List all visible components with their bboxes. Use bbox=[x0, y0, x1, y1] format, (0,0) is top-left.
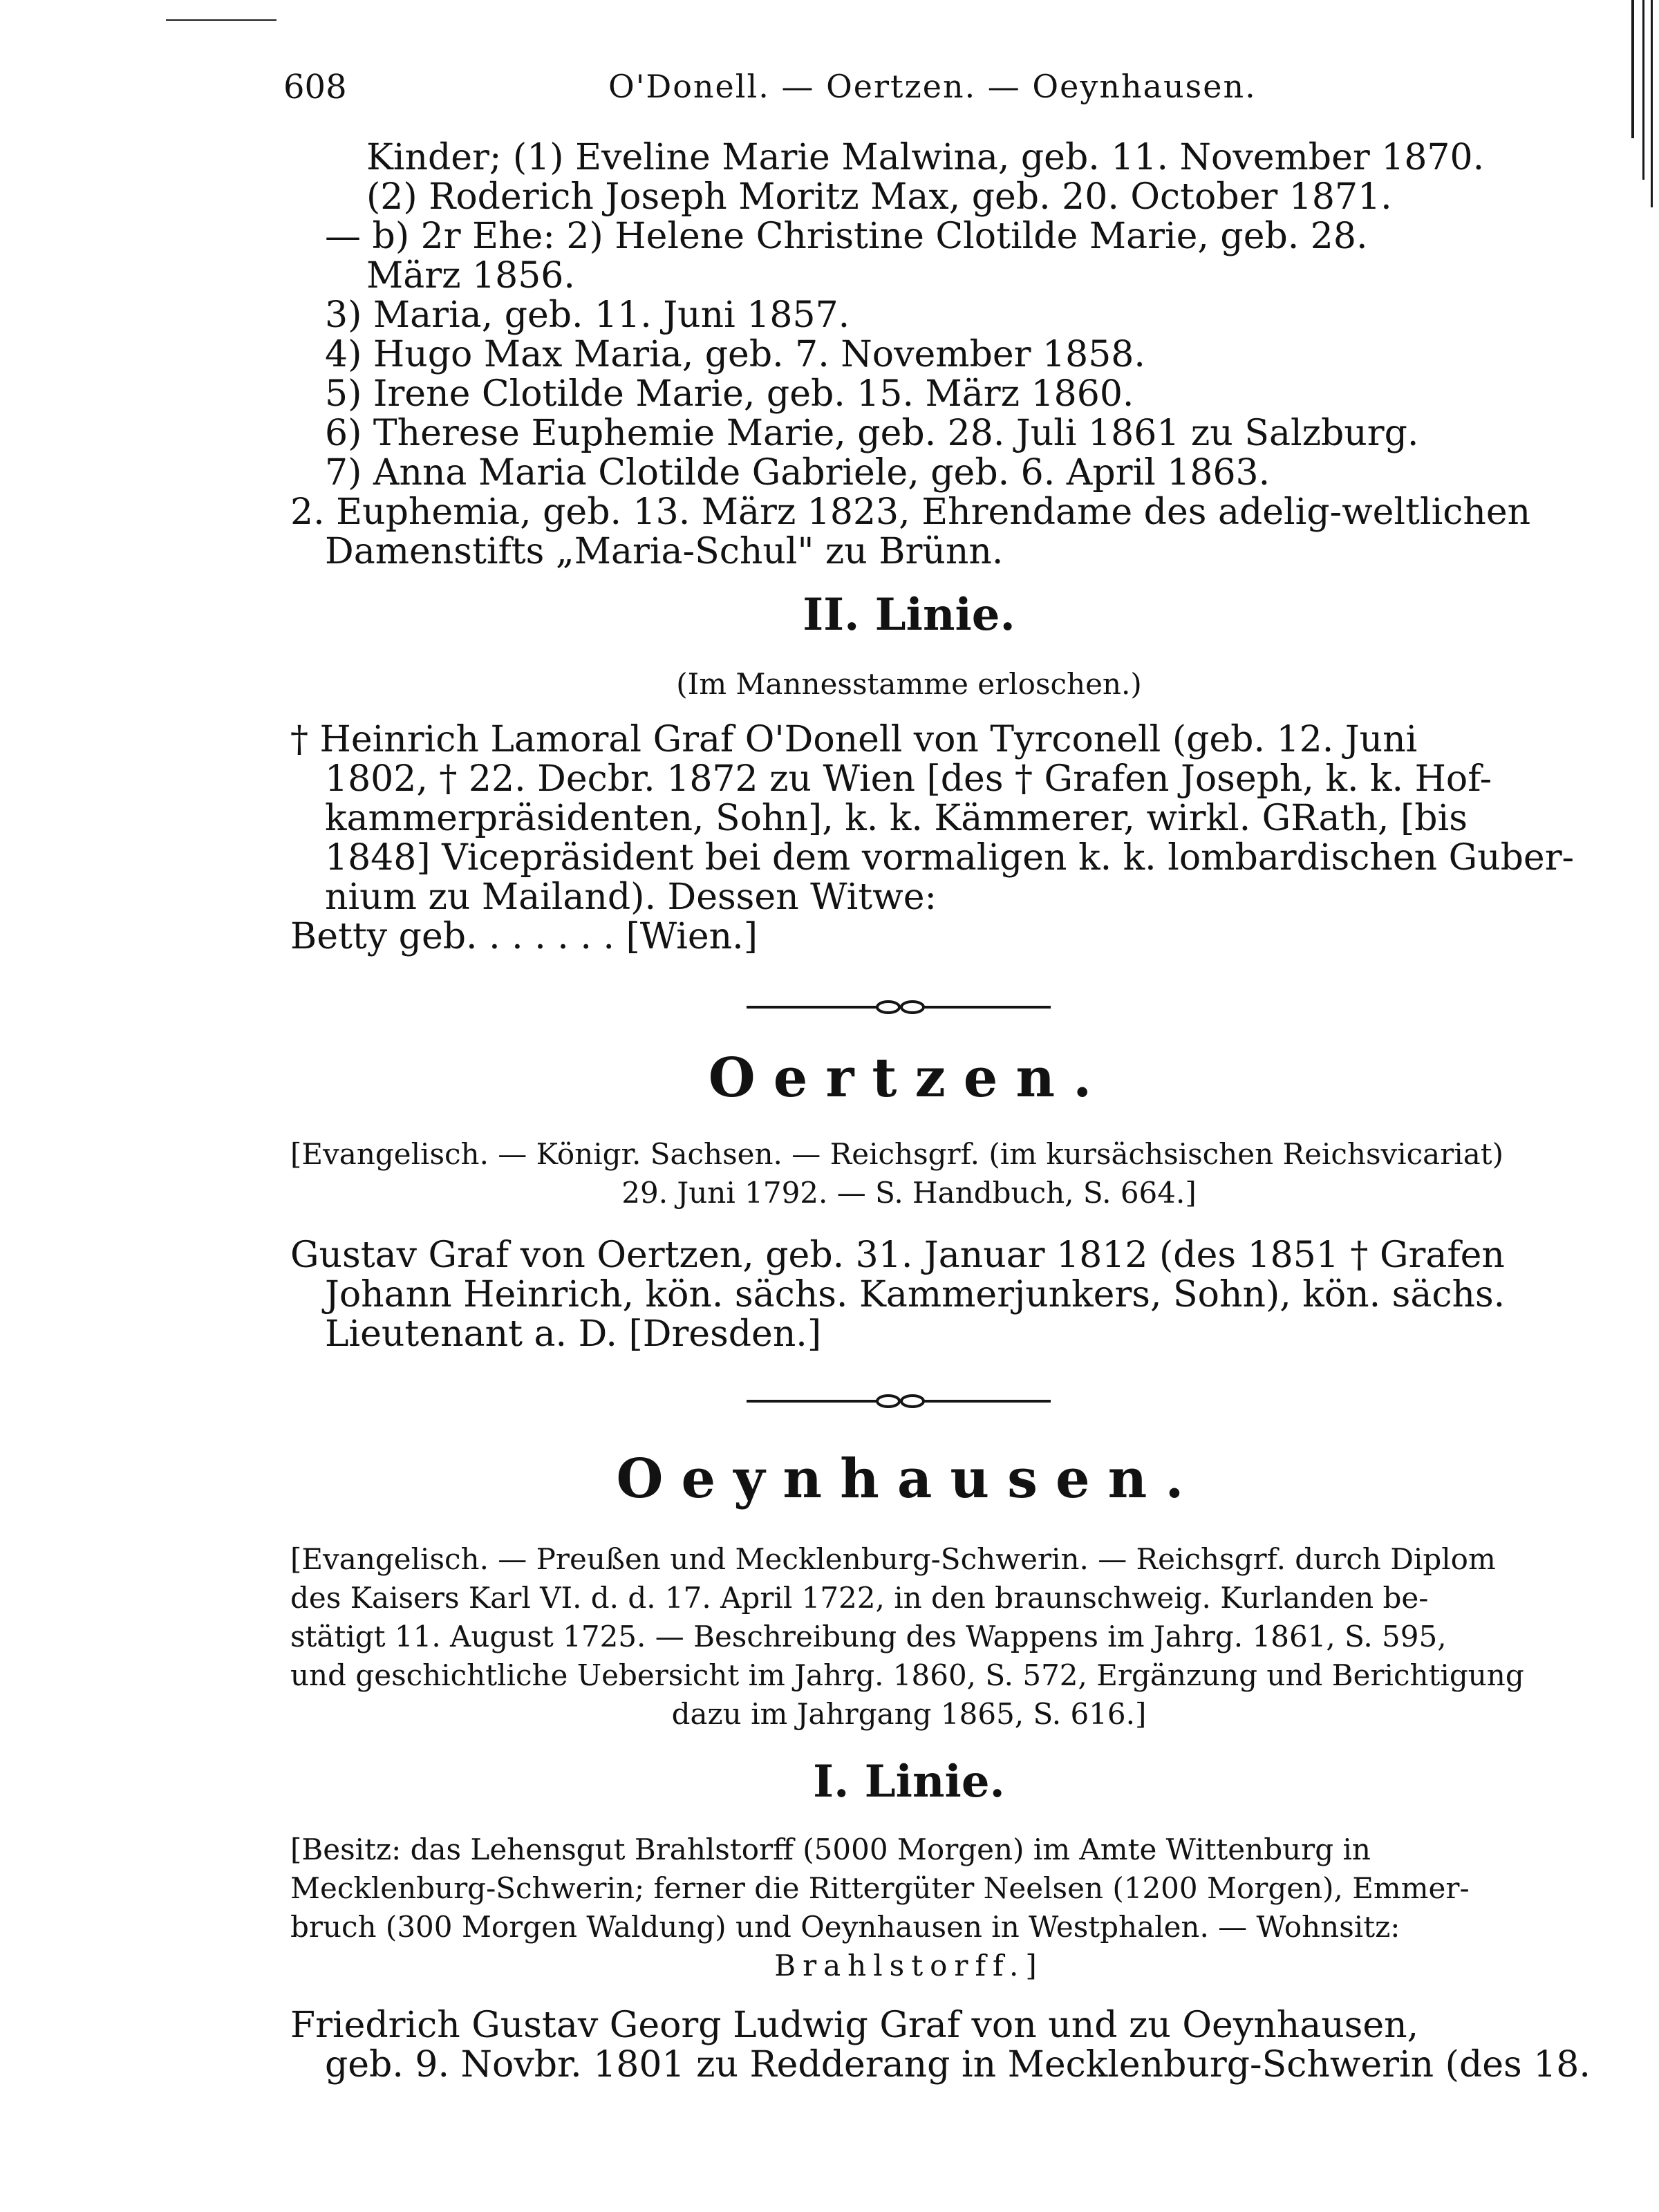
family-meta-line: 29. Juni 1792. — S. Handbuch, S. 664.] bbox=[621, 1176, 1197, 1210]
text-line: Gustav Graf von Oertzen, geb. 31. Januar 1812 (des 1851 † Grafen bbox=[290, 1235, 1505, 1276]
text-line: (2) Roderich Joseph Moritz Max, geb. 20. October 1871. bbox=[366, 176, 1392, 218]
possession-line: bruch (300 Morgen Waldung) und Oeynhausen in Westphalen. — Wohnsitz: bbox=[290, 1910, 1400, 1944]
line-heading: II. Linie. bbox=[803, 589, 1015, 641]
running-title: O'Donell. — Oertzen. — Oeynhausen. bbox=[608, 68, 1257, 105]
section-divider-ornament bbox=[747, 997, 1051, 1018]
possession-line: Mecklenburg-Schwerin; ferner die Rittergüter Neelsen (1200 Morgen), Emmer- bbox=[290, 1871, 1470, 1905]
text-line: März 1856. bbox=[366, 255, 575, 297]
text-line: Betty geb. . . . . . . [Wien.] bbox=[290, 916, 758, 957]
family-meta-line: und geschichtliche Uebersicht im Jahrg. 1860, S. 572, Ergänzung und Berichtigung bbox=[290, 1658, 1524, 1692]
text-line: Lieutenant a. D. [Dresden.] bbox=[325, 1313, 822, 1355]
text-line: 2. Euphemia, geb. 13. März 1823, Ehrendame des adelig-weltlichen bbox=[290, 491, 1531, 533]
text-line: 1802, † 22. Decbr. 1872 zu Wien [des † Grafen Joseph, k. k. Hof- bbox=[325, 758, 1492, 800]
text-line: Damenstifts „Maria-Schul" zu Brünn. bbox=[325, 531, 1004, 572]
family-meta-line: [Evangelisch. — Königr. Sachsen. — Reichsgrf. (im kursächsischen Reichsvicariat) bbox=[290, 1137, 1504, 1171]
scan-top-dash bbox=[166, 19, 276, 21]
text-line: nium zu Mailand). Dessen Witwe: bbox=[325, 877, 937, 918]
text-line: 3) Maria, geb. 11. Juni 1857. bbox=[325, 294, 850, 336]
text-line: 7) Anna Maria Clotilde Gabriele, geb. 6. April 1863. bbox=[325, 452, 1271, 494]
family-meta-line: [Evangelisch. — Preußen und Mecklenburg-Schwerin. — Reichsgrf. durch Diplom bbox=[290, 1542, 1496, 1576]
family-meta-line: stätigt 11. August 1725. — Beschreibung des Wappens im Jahrg. 1861, S. 595, bbox=[290, 1620, 1447, 1653]
family-meta-line: des Kaisers Karl VI. d. d. 17. April 1722, in den braunschweig. Kurlanden be- bbox=[290, 1581, 1429, 1615]
text-line: Friedrich Gustav Georg Ludwig Graf von und zu Oeynhausen, bbox=[290, 2005, 1419, 2046]
text-line: † Heinrich Lamoral Graf O'Donell von Tyrconell (geb. 12. Juni bbox=[290, 719, 1418, 760]
text-line: geb. 9. Novbr. 1801 zu Redderang in Mecklenburg-Schwerin (des 18. bbox=[325, 2044, 1591, 2086]
text-line: Johann Heinrich, kön. sächs. Kammerjunkers, Sohn), kön. sächs. bbox=[325, 1274, 1506, 1315]
page-header bbox=[0, 68, 1659, 109]
family-title: Oeynhausen. bbox=[616, 1447, 1202, 1510]
text-line: 1848] Vicepräsident bei dem vormaligen k. k. lombardischen Guber- bbox=[325, 837, 1575, 879]
text-line: — b) 2r Ehe: 2) Helene Christine Clotilde Marie, geb. 28. bbox=[325, 216, 1368, 257]
possession-line: [Besitz: das Lehensgut Brahlstorff (5000 Morgen) im Amte Wittenburg in bbox=[290, 1833, 1371, 1866]
line-heading: I. Linie. bbox=[813, 1756, 1005, 1808]
page-number: 608 bbox=[283, 68, 347, 106]
possession-line: Brahlstorff.] bbox=[774, 1949, 1044, 1983]
family-title: Oertzen. bbox=[708, 1047, 1110, 1109]
text-line: Kinder; (1) Eveline Marie Malwina, geb. 11. November 1870. bbox=[366, 137, 1485, 178]
text-line: 6) Therese Euphemie Marie, geb. 28. Juli 1861 zu Salzburg. bbox=[325, 413, 1419, 454]
section-divider-ornament bbox=[747, 1391, 1051, 1412]
text-line: kammerpräsidenten, Sohn], k. k. Kämmerer, wirkl. GRath, [bis bbox=[325, 798, 1468, 839]
family-meta-line: dazu im Jahrgang 1865, S. 616.] bbox=[671, 1697, 1147, 1731]
line-note: (Im Mannesstamme erloschen.) bbox=[676, 667, 1142, 701]
text-line: 4) Hugo Max Maria, geb. 7. November 1858. bbox=[325, 334, 1145, 375]
text-line: 5) Irene Clotilde Marie, geb. 15. März 1860. bbox=[325, 373, 1134, 415]
